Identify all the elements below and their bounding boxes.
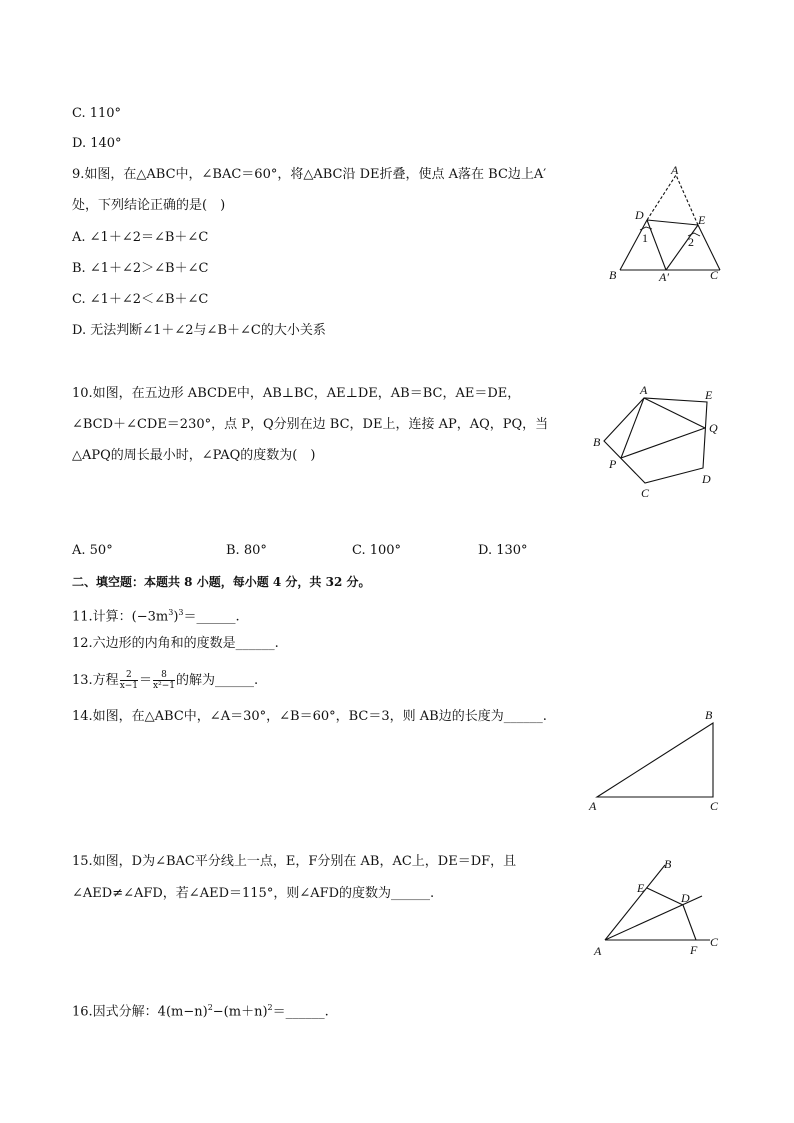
q9-side-bd — [620, 220, 647, 270]
q16-text — [72, 1000, 329, 1020]
q10-segment-pq — [621, 428, 705, 458]
q15-label-c: C — [710, 935, 719, 949]
q9-option-a: A. ∠1＋∠2＝∠B＋∠C — [72, 230, 209, 245]
q9-label-e: E — [698, 213, 706, 227]
q15-segment-df — [683, 905, 696, 940]
q15-stem-line1: 15.如图，D为∠BAC平分线上一点，E，F分别在 AB，AC上，DE＝DF，且 — [72, 854, 517, 869]
q13-numerator-right: 8 — [153, 670, 175, 681]
section2-heading: 二、填空题：本题共 8 小题，每小题 4 分，共 32 分。 — [72, 575, 371, 589]
q11-exponent-inner: 3 — [168, 608, 174, 617]
q15-label-b: B — [664, 857, 672, 871]
q10-stem-line3: △APQ的周长最小时，∠PAQ的度数为( ) — [72, 448, 316, 463]
q9-label-d: D — [635, 208, 644, 222]
q16-exponent-first: 2 — [207, 1003, 213, 1012]
q10-option-b: B. 80° — [226, 543, 267, 558]
q10-pentagon — [604, 398, 707, 483]
q13-numerator-left: 2 — [120, 670, 138, 681]
q15-label-a: A — [594, 944, 602, 958]
q10-label-q: Q — [709, 421, 718, 435]
q13-fraction-left — [120, 670, 138, 691]
q15-label-f: F — [690, 943, 698, 957]
q16-prefix: 16.因式分解：4(m−n) — [72, 1004, 208, 1020]
q10-label-p: P — [609, 457, 617, 471]
q15-segment-ed — [647, 888, 683, 905]
q9-dashed-da — [647, 175, 676, 220]
q10-option-a: A. 50° — [72, 543, 113, 558]
q13-denominator-left: x−1 — [119, 681, 139, 691]
q13-prefix: 13.方程 — [72, 673, 119, 688]
q8-option-c: C. 110° — [72, 106, 122, 121]
q9-dashed-ea — [676, 175, 698, 225]
q11-mid: ) — [173, 609, 179, 625]
q9-label-angle2: 2 — [688, 235, 694, 249]
q11-suffix: ＝______. — [183, 609, 240, 625]
q9-option-d: D. 无法判断∠1＋∠2与∠B＋∠C的大小关系 — [72, 323, 326, 338]
q9-fold-de — [647, 220, 698, 225]
q9-option-c: C. ∠1＋∠2＜∠B＋∠C — [72, 292, 209, 307]
q10-label-c: C — [641, 486, 650, 500]
q14-text: 14.如图，在△ABC中，∠A＝30°，∠B＝60°，BC＝3，则 AB边的长度为______. — [72, 709, 547, 724]
q9-label-b: B — [609, 268, 617, 282]
q9-label-angle1: 1 — [642, 231, 648, 245]
q9-option-b: B. ∠1＋∠2＞∠B＋∠C — [72, 261, 209, 276]
q13-text — [72, 670, 258, 692]
q16-exponent-second: 2 — [267, 1003, 273, 1012]
q13-suffix: 的解为______. — [176, 673, 259, 688]
q15-stem-line2: ∠AED≠∠AFD，若∠AED＝115°，则∠AFD的度数为______. — [72, 886, 435, 901]
q11-text — [72, 605, 240, 625]
q12-text: 12.六边形的内角和的度数是______. — [72, 636, 279, 651]
q9-folded-triangle-figure — [600, 160, 740, 290]
q14-right-triangle-figure — [585, 705, 730, 815]
q9-stem-line2: 处，下列结论正确的是( ) — [72, 198, 226, 213]
q15-label-e: E — [637, 881, 645, 895]
q9-stem-line1: 9.如图，在△ABC中，∠BAC＝60°，将△ABC沿 DE折叠，使点 A落在 BC边上A′ — [72, 167, 547, 182]
q10-segment-aq — [644, 398, 705, 428]
q13-fraction-right — [153, 670, 175, 691]
q16-mid: −(m＋n) — [212, 1004, 268, 1020]
q10-option-c: C. 100° — [352, 543, 402, 558]
q16-suffix: ＝______. — [272, 1004, 329, 1020]
q13-equals: ＝ — [139, 673, 153, 688]
q11-exponent-outer: 3 — [178, 608, 184, 617]
q9-label-a: A — [671, 163, 679, 177]
q15-angle-bisector-figure — [585, 850, 730, 965]
q11-prefix: 11.计算：(−3m — [72, 609, 169, 625]
q13-denominator-right: x²−1 — [153, 681, 175, 691]
q15-ray-ab — [605, 865, 665, 940]
q10-label-e: E — [705, 388, 713, 402]
q14-label-a: A — [589, 799, 597, 813]
q14-triangle — [597, 723, 713, 797]
q10-stem-line1: 10.如图，在五边形 ABCDE中，AB⊥BC，AE⊥DE，AB＝BC，AE＝DE， — [72, 386, 521, 401]
q9-side-ce — [698, 225, 720, 270]
q10-option-d: D. 130° — [478, 543, 528, 558]
q15-label-d: D — [681, 891, 690, 905]
q14-label-b: B — [705, 708, 713, 722]
q9-label-a-prime: A′ — [659, 270, 669, 284]
q9-segment-da1 — [647, 220, 666, 270]
q10-segment-ap — [621, 398, 644, 458]
q8-option-d: D. 140° — [72, 136, 122, 151]
q14-label-c: C — [710, 799, 719, 813]
q10-label-a: A — [640, 383, 648, 397]
q9-label-c: C — [710, 268, 719, 282]
q10-label-d: D — [702, 472, 711, 486]
q10-stem-line2: ∠BCD＋∠CDE＝230°，点 P，Q分别在边 BC，DE上，连接 AP，AQ，PQ，当 — [72, 417, 549, 432]
q10-pentagon-figure — [585, 380, 735, 505]
q10-label-b: B — [593, 435, 601, 449]
